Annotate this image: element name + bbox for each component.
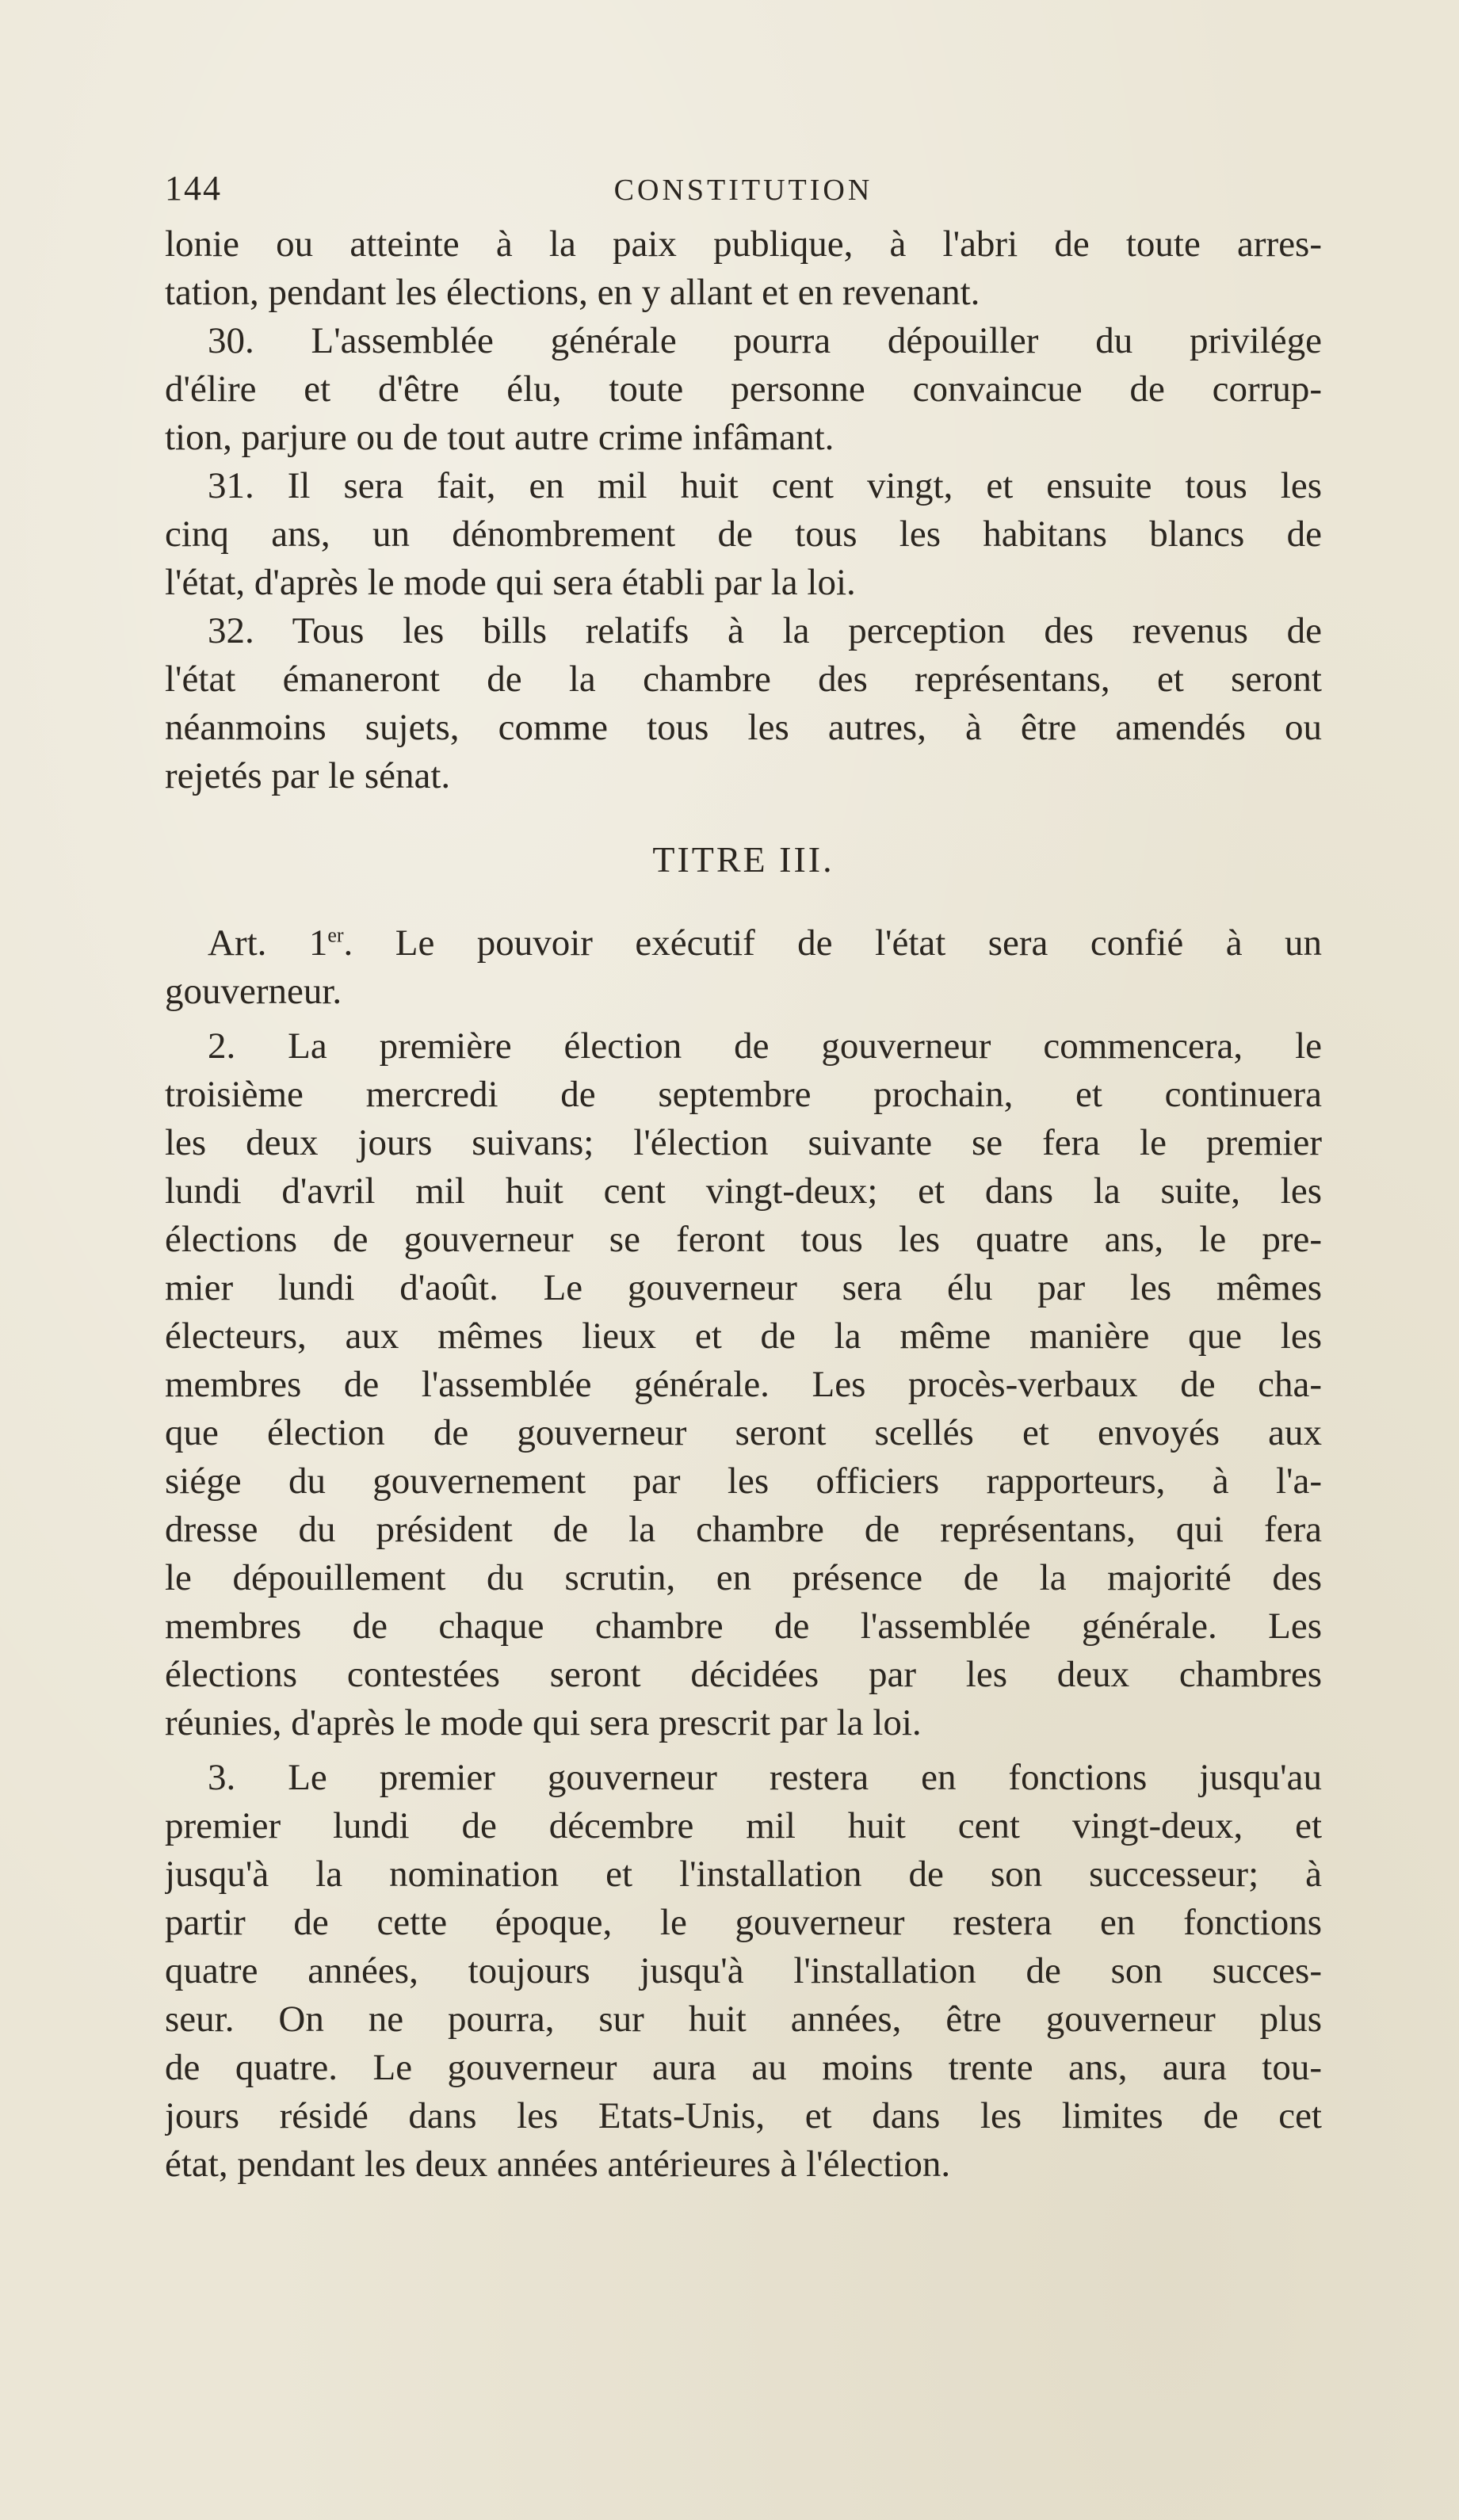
spacer	[165, 1747, 1322, 1754]
text-line: 31. Il sera fait, en mil huit cent vingt, et ensuite tous les	[208, 465, 1322, 506]
text-line: état, pendant les deux années antérieures à l'élection.	[165, 2144, 951, 2185]
text-line	[165, 919, 1322, 968]
text-line: partir de cette époque, le gouverneur restera en fonctions	[165, 1902, 1322, 1943]
text-line: dresse du président de la chambre de représentans, qui fera	[165, 1509, 1322, 1550]
text-line: d'élire et d'être élu, toute personne convaincue de corrup-	[165, 368, 1322, 410]
text-line: siége du gouvernement par les officiers rapporteurs, à l'a-	[165, 1460, 1322, 1502]
section-heading: TITRE III.	[652, 839, 835, 880]
article-1	[165, 919, 1322, 1016]
text-line: troisième mercredi de septembre prochain, et continuera	[165, 1074, 1322, 1115]
text-line: premier lundi de décembre mil huit cent vingt-deux, et	[165, 1805, 1322, 1846]
text-line: mier lundi d'août. Le gouverneur sera élu par les mêmes	[165, 1267, 1322, 1308]
paragraph-continuation	[165, 220, 1322, 317]
superscript: er	[327, 923, 344, 947]
text-line: réunies, d'après le mode qui sera prescrit par la loi.	[165, 1702, 922, 1743]
page-number: 144	[165, 169, 222, 208]
text-line: néanmoins sujets, comme tous les autres, à être amendés ou	[165, 707, 1322, 748]
page-header	[165, 168, 1322, 216]
text-line: électeurs, aux mêmes lieux et de la même manière que les	[165, 1315, 1322, 1357]
text-line: l'état, d'après le mode qui sera établi par la loi.	[165, 562, 856, 603]
text-line: membres de chaque chambre de l'assemblée générale. Les	[165, 1606, 1322, 1647]
article-32	[165, 607, 1322, 800]
article-text: . Le pouvoir exécutif de l'état sera confié à un	[343, 922, 1322, 964]
text-line: tation, pendant les élections, en y allant et en revenant.	[165, 272, 980, 313]
text-line: 3. Le premier gouverneur restera en fonctions jusqu'au	[208, 1757, 1322, 1798]
text-line: seur. On ne pourra, sur huit années, être gouverneur plus	[165, 1999, 1322, 2040]
body-text	[165, 220, 1322, 2189]
text-line: membres de l'assemblée générale. Les procès-verbaux de cha-	[165, 1364, 1322, 1405]
text-line: l'état émaneront de la chambre des représentans, et seront	[165, 659, 1322, 700]
text-line: lundi d'avril mil huit cent vingt-deux; et dans la suite, les	[165, 1170, 1322, 1212]
text-line: gouverneur.	[165, 971, 342, 1012]
article-30	[165, 317, 1322, 462]
article-number: Art. 1	[208, 922, 328, 964]
text-line: 2. La première élection de gouverneur commencera, le	[208, 1025, 1322, 1067]
spacer	[165, 1016, 1322, 1022]
article-31	[165, 462, 1322, 607]
text-line: lonie ou atteinte à la paix publique, à l'abri de toute arres-	[165, 223, 1322, 265]
text-line: rejetés par le sénat.	[165, 755, 451, 796]
article-3	[165, 1754, 1322, 2189]
text-line: que élection de gouverneur seront scellés et envoyés aux	[165, 1412, 1322, 1453]
text-line: 32. Tous les bills relatifs à la perception des revenus de	[208, 610, 1322, 651]
text-line: le dépouillement du scrutin, en présence de la majorité des	[165, 1557, 1322, 1598]
text-line: élections de gouverneur se feront tous les quatre ans, le pre-	[165, 1219, 1322, 1260]
text-line: les deux jours suivans; l'élection suivante se fera le premier	[165, 1122, 1322, 1163]
text-line: cinq ans, un dénombrement de tous les habitans blancs de	[165, 514, 1322, 555]
text-line: de quatre. Le gouverneur aura au moins trente ans, aura tou-	[165, 2047, 1322, 2088]
text-line: 30. L'assemblée générale pourra dépouiller du privilége	[208, 320, 1322, 361]
text-line: élections contestées seront décidées par les deux chambres	[165, 1654, 1322, 1695]
article-2	[165, 1022, 1322, 1747]
running-title: CONSTITUTION	[613, 174, 873, 207]
text-line: jours résidé dans les Etats-Unis, et dans les limites de cet	[165, 2095, 1322, 2136]
text-line: jusqu'à la nomination et l'installation de son successeur; à	[165, 1854, 1322, 1895]
text-line: quatre années, toujours jusqu'à l'installation de son succes-	[165, 1950, 1322, 1991]
text-line: tion, parjure ou de tout autre crime infâmant.	[165, 417, 835, 458]
